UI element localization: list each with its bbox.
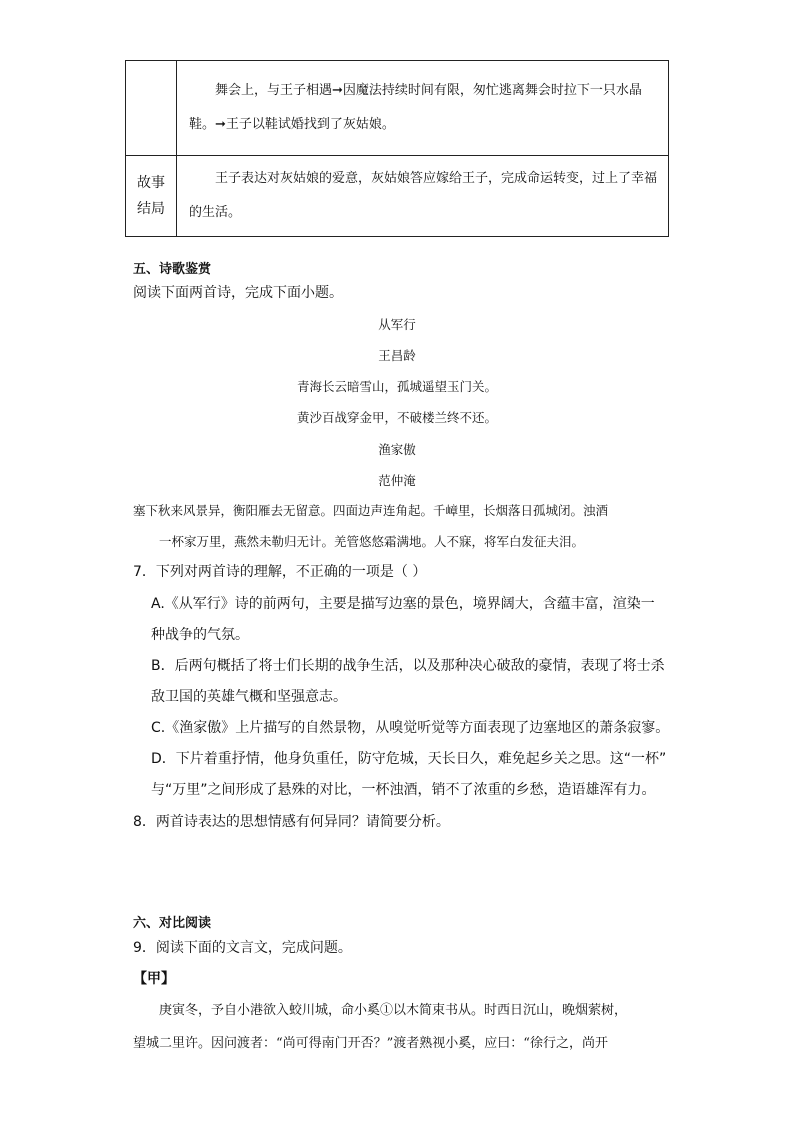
option-line: D．下片着重抒情，他身负重任，防守危城，天长日久，难免起乡关之思。这“一杯” <box>151 751 667 767</box>
option-line: 敌卫国的英雄气概和坚强意志。 <box>151 689 347 705</box>
option-line: 与“万里”之间形成了悬殊的对比，一杯浊酒，销不了浓重的乡愁，造语雄浑有力。 <box>151 782 656 798</box>
poem-line: 塞下秋来风景异，衡阳雁去无留意。四面边声连角起。千嶂里，长烟落日孤城闭。浊酒 <box>133 503 609 518</box>
option-line: B．后两句概括了将士们长期的战争生活，以及那种决心破敌的豪情，表现了将士杀 <box>151 658 665 674</box>
poem-line: 黄沙百战穿金甲，不破楼兰终不还。 <box>296 410 497 425</box>
classical-passage <box>133 994 663 1060</box>
option-line: C.《渔家傲》上片描写的自然景物，从嗅觉听觉等方面表现了边塞地区的萧条寂寥。 <box>151 720 670 736</box>
poem-body <box>133 495 663 557</box>
question-stem: 7．下列对两首诗的理解，不正确的一项是（ ） <box>133 564 427 580</box>
option-line: 种战争的气氛。 <box>151 627 249 643</box>
instruction-text: 阅读下面两首诗，完成下面小题。 <box>133 285 343 301</box>
option-d <box>151 744 671 806</box>
row-content: 王子表达对灰姑娘的爱意，灰姑娘答应嫁给王子，完成命运转变，过上了幸福的生活。 <box>177 156 669 237</box>
poem-author: 王昌龄 <box>378 348 416 363</box>
poem-line: 青海长云暗雪山，孤城遥望玉门关。 <box>296 379 497 394</box>
passage-line: 庚寅冬，予自小港欲入蛟川城，命小奚①以木简束书从。时西日沉山，晚烟萦树， <box>159 1003 628 1018</box>
row-label <box>126 61 177 156</box>
row-label-line: 故事 <box>137 175 165 191</box>
passage-label: 【甲】 <box>133 971 175 987</box>
option-b <box>151 651 671 713</box>
story-table <box>125 60 669 237</box>
passage-line: 望城二里许。因问渡者：“尚可得南门开否？”渡者熟视小奚，应曰：“徐行之，尚开 <box>133 1036 608 1051</box>
question-stem: 8．两首诗表达的思想情感有何异同？请简要分析。 <box>133 814 450 830</box>
table-row <box>126 156 669 237</box>
option-a <box>151 589 671 651</box>
row-label <box>126 156 177 237</box>
option-c <box>151 713 671 744</box>
question-stem: 9．阅读下面的文言文，完成问题。 <box>133 940 352 956</box>
poem-author: 范仲淹 <box>378 473 416 488</box>
row-label-line: 结局 <box>137 201 165 217</box>
table-row <box>126 61 669 156</box>
poem-line: 一杯家万里，燕然未勒归无计。羌管悠悠霜满地。人不寐，将军白发征夫泪。 <box>159 534 585 549</box>
row-content: 舞会上，与王子相遇➞因魔法持续时间有限，匆忙逃离舞会时拉下一只水晶鞋。➞王子以鞋试婚找到了灰姑娘。 <box>177 61 669 156</box>
option-line: A.《从军行》诗的前两句，主要是描写边塞的景色，境界阔大，含蕴丰富，渲染一 <box>151 596 655 612</box>
section-heading: 六、对比阅读 <box>133 916 212 931</box>
poem-title: 从军行 <box>378 317 416 332</box>
section-heading: 五、诗歌鉴赏 <box>133 262 212 277</box>
poem-title: 渔家傲 <box>378 442 416 457</box>
